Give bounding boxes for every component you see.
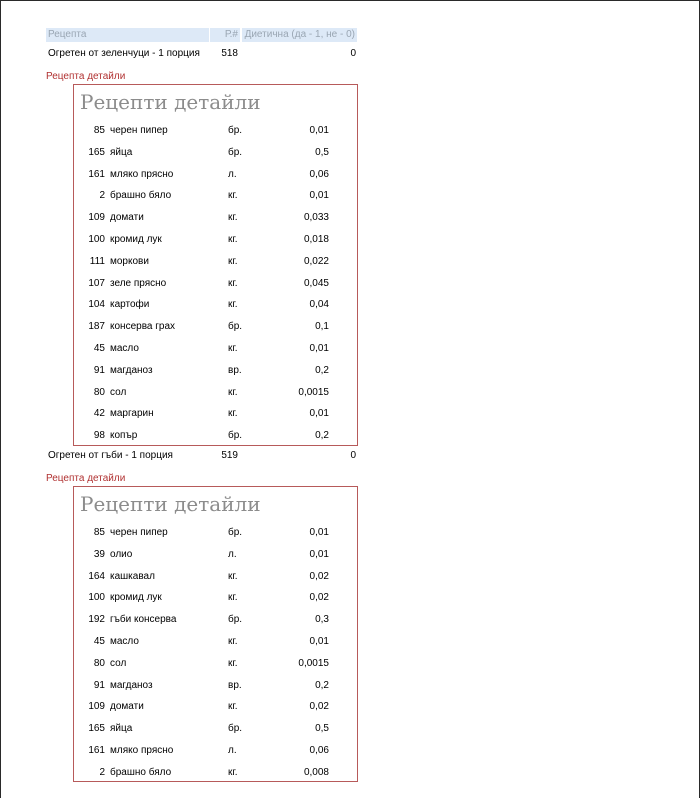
ingredient-name: масло <box>110 636 139 647</box>
ingredient-id: 192 <box>88 614 105 626</box>
ingredient-name: кашкавал <box>110 570 155 582</box>
ingredient-row <box>74 766 357 780</box>
ingredient-name: зеле прясно <box>110 277 167 289</box>
recipe-row <box>48 449 358 463</box>
ingredient-unit: бр. <box>228 125 243 136</box>
ingredient-row <box>74 211 357 225</box>
ingredient-id: 107 <box>88 277 105 289</box>
ingredient-quantity: 0,01 <box>309 190 329 202</box>
ingredient-unit: кг. <box>228 343 238 354</box>
ingredient-unit: кг. <box>228 570 238 582</box>
column-header-recipe: Рецепта <box>46 28 209 42</box>
ingredient-id: 80 <box>93 386 105 398</box>
ingredient-id: 109 <box>88 212 105 224</box>
ingredient-row <box>74 548 357 562</box>
ingredient-quantity: 0,02 <box>309 570 329 582</box>
ingredient-unit: бр. <box>228 614 243 626</box>
ingredient-name: сол <box>110 386 127 398</box>
ingredient-unit: кг. <box>228 701 238 713</box>
ingredient-id: 165 <box>88 146 105 158</box>
ingredient-quantity: 0,008 <box>303 766 329 778</box>
ingredient-name: магданоз <box>110 364 153 376</box>
ingredient-unit: л. <box>228 168 237 180</box>
ingredient-id: 2 <box>99 766 105 778</box>
recipe-number: 519 <box>221 450 238 461</box>
ingredient-quantity: 0,02 <box>309 701 329 713</box>
recipe-number: 518 <box>221 48 238 59</box>
ingredient-row <box>74 657 357 671</box>
ingredient-id: 161 <box>88 745 105 756</box>
ingredient-quantity: 0,01 <box>309 343 329 354</box>
ingredient-quantity: 0,2 <box>315 430 329 442</box>
recipe-diet-flag: 0 <box>350 450 356 461</box>
ingredient-unit: бр. <box>228 321 243 333</box>
ingredient-row <box>74 124 357 138</box>
ingredient-unit: вр. <box>228 679 242 691</box>
ingredient-unit: кг. <box>228 386 238 398</box>
ingredient-name: гъби консерва <box>110 614 177 626</box>
recipe-details-subreport <box>73 84 358 446</box>
recipe-details-label: Рецепта детайли <box>46 473 126 484</box>
ingredient-name: домати <box>110 701 144 713</box>
ingredient-id: 161 <box>88 168 105 180</box>
ingredient-quantity: 0,5 <box>315 146 329 158</box>
ingredient-name: моркови <box>110 255 149 267</box>
ingredient-id: 42 <box>93 408 105 420</box>
ingredient-id: 98 <box>93 430 105 442</box>
ingredient-name: черен пипер <box>110 125 168 136</box>
ingredient-unit: кг. <box>228 657 238 669</box>
ingredient-name: магданоз <box>110 679 153 691</box>
ingredient-name: черен пипер <box>110 527 168 538</box>
ingredient-row <box>74 189 357 203</box>
ingredient-unit: вр. <box>228 364 242 376</box>
ingredient-unit: бр. <box>228 527 243 538</box>
ingredient-quantity: 0,01 <box>309 548 329 560</box>
ingredient-id: 165 <box>88 723 105 735</box>
ingredient-id: 111 <box>89 255 105 267</box>
ingredient-quantity: 0,0015 <box>298 386 329 398</box>
ingredient-id: 80 <box>93 657 105 669</box>
ingredient-unit: кг. <box>228 277 238 289</box>
ingredient-id: 91 <box>93 679 105 691</box>
ingredient-unit: л. <box>228 548 237 560</box>
ingredient-row <box>74 407 357 421</box>
subreport-title: Рецепти детайли <box>80 492 261 516</box>
ingredient-unit: кг. <box>228 766 238 778</box>
ingredient-name: яйца <box>110 146 133 158</box>
ingredient-id: 164 <box>88 570 105 582</box>
ingredient-id: 109 <box>88 701 105 713</box>
ingredient-name: мляко прясно <box>110 168 174 180</box>
ingredient-row <box>74 386 357 400</box>
ingredient-name: кромид лук <box>110 592 162 604</box>
ingredient-name: яйца <box>110 723 133 735</box>
recipe-diet-flag: 0 <box>350 48 356 59</box>
ingredient-row <box>74 233 357 247</box>
ingredient-quantity: 0,2 <box>315 364 329 376</box>
ingredient-unit: кг. <box>228 592 238 604</box>
ingredient-name: консерва грах <box>110 321 176 333</box>
ingredient-row <box>74 744 357 758</box>
ingredient-row <box>74 679 357 693</box>
ingredient-row <box>74 613 357 627</box>
ingredient-name: домати <box>110 212 144 224</box>
ingredient-quantity: 0,01 <box>309 408 329 420</box>
recipe-details-subreport <box>73 486 358 782</box>
ingredient-quantity: 0,06 <box>309 168 329 180</box>
ingredient-name: брашно бяло <box>110 190 172 202</box>
ingredient-name: мляко прясно <box>110 745 174 756</box>
ingredient-quantity: 0,01 <box>309 125 329 136</box>
ingredient-row <box>74 168 357 182</box>
ingredient-quantity: 0,0015 <box>298 657 329 669</box>
ingredient-quantity: 0,1 <box>315 321 329 333</box>
ingredient-unit: кг. <box>228 234 238 245</box>
ingredient-id: 85 <box>93 527 105 538</box>
ingredient-unit: кг. <box>228 190 238 202</box>
ingredient-name: копър <box>110 430 138 442</box>
ingredient-row <box>74 320 357 334</box>
ingredient-name: брашно бяло <box>110 766 172 778</box>
ingredient-row <box>74 255 357 269</box>
ingredient-quantity: 0,01 <box>309 527 329 538</box>
ingredient-row <box>74 298 357 312</box>
ingredient-id: 100 <box>88 234 105 245</box>
ingredient-id: 100 <box>88 592 105 604</box>
ingredient-row <box>74 570 357 584</box>
ingredient-quantity: 0,022 <box>303 255 329 267</box>
ingredient-quantity: 0,3 <box>315 614 329 626</box>
recipe-name: Огретен от гъби - 1 порция <box>48 450 173 461</box>
ingredient-name: картофи <box>110 299 150 311</box>
ingredient-unit: кг. <box>228 255 238 267</box>
ingredient-row <box>74 146 357 160</box>
ingredient-name: масло <box>110 343 139 354</box>
ingredient-quantity: 0,06 <box>309 745 329 756</box>
ingredient-name: кромид лук <box>110 234 162 245</box>
ingredient-id: 85 <box>93 125 105 136</box>
subreport-title: Рецепти детайли <box>80 90 261 114</box>
ingredient-unit: бр. <box>228 146 243 158</box>
ingredient-row <box>74 364 357 378</box>
recipe-row <box>48 47 358 61</box>
ingredient-quantity: 0,02 <box>309 592 329 604</box>
ingredient-unit: бр. <box>228 723 243 735</box>
ingredient-row <box>74 429 357 443</box>
ingredient-name: олио <box>110 548 133 560</box>
ingredient-unit: кг. <box>228 636 238 647</box>
ingredient-row <box>74 277 357 291</box>
ingredient-id: 45 <box>93 636 105 647</box>
ingredient-unit: л. <box>228 745 237 756</box>
ingredient-quantity: 0,045 <box>303 277 329 289</box>
ingredient-id: 104 <box>88 299 105 311</box>
ingredient-unit: кг. <box>228 299 238 311</box>
recipe-details-label: Рецепта детайли <box>46 71 126 82</box>
column-header-number: Р.# <box>210 28 240 42</box>
ingredient-row <box>74 526 357 540</box>
ingredient-name: маргарин <box>110 408 154 420</box>
ingredient-name: сол <box>110 657 127 669</box>
ingredient-row <box>74 722 357 736</box>
ingredient-row <box>74 635 357 649</box>
ingredient-id: 91 <box>93 364 105 376</box>
ingredient-quantity: 0,04 <box>309 299 329 311</box>
recipe-name: Огретен от зеленчуци - 1 порция <box>48 48 200 59</box>
column-header-diet: Диетична (да - 1, не - 0) <box>242 28 357 42</box>
ingredient-id: 2 <box>99 190 105 202</box>
ingredient-unit: кг. <box>228 408 238 420</box>
ingredient-quantity: 0,033 <box>303 212 329 224</box>
ingredient-quantity: 0,018 <box>303 234 329 245</box>
ingredient-row <box>74 700 357 714</box>
ingredient-unit: бр. <box>228 430 243 442</box>
ingredient-quantity: 0,5 <box>315 723 329 735</box>
ingredient-unit: кг. <box>228 212 238 224</box>
ingredient-quantity: 0,01 <box>309 636 329 647</box>
ingredient-row <box>74 591 357 605</box>
ingredient-id: 187 <box>88 321 105 333</box>
ingredient-row <box>74 342 357 356</box>
ingredient-quantity: 0,2 <box>315 679 329 691</box>
ingredient-id: 45 <box>93 343 105 354</box>
ingredient-id: 39 <box>93 548 105 560</box>
